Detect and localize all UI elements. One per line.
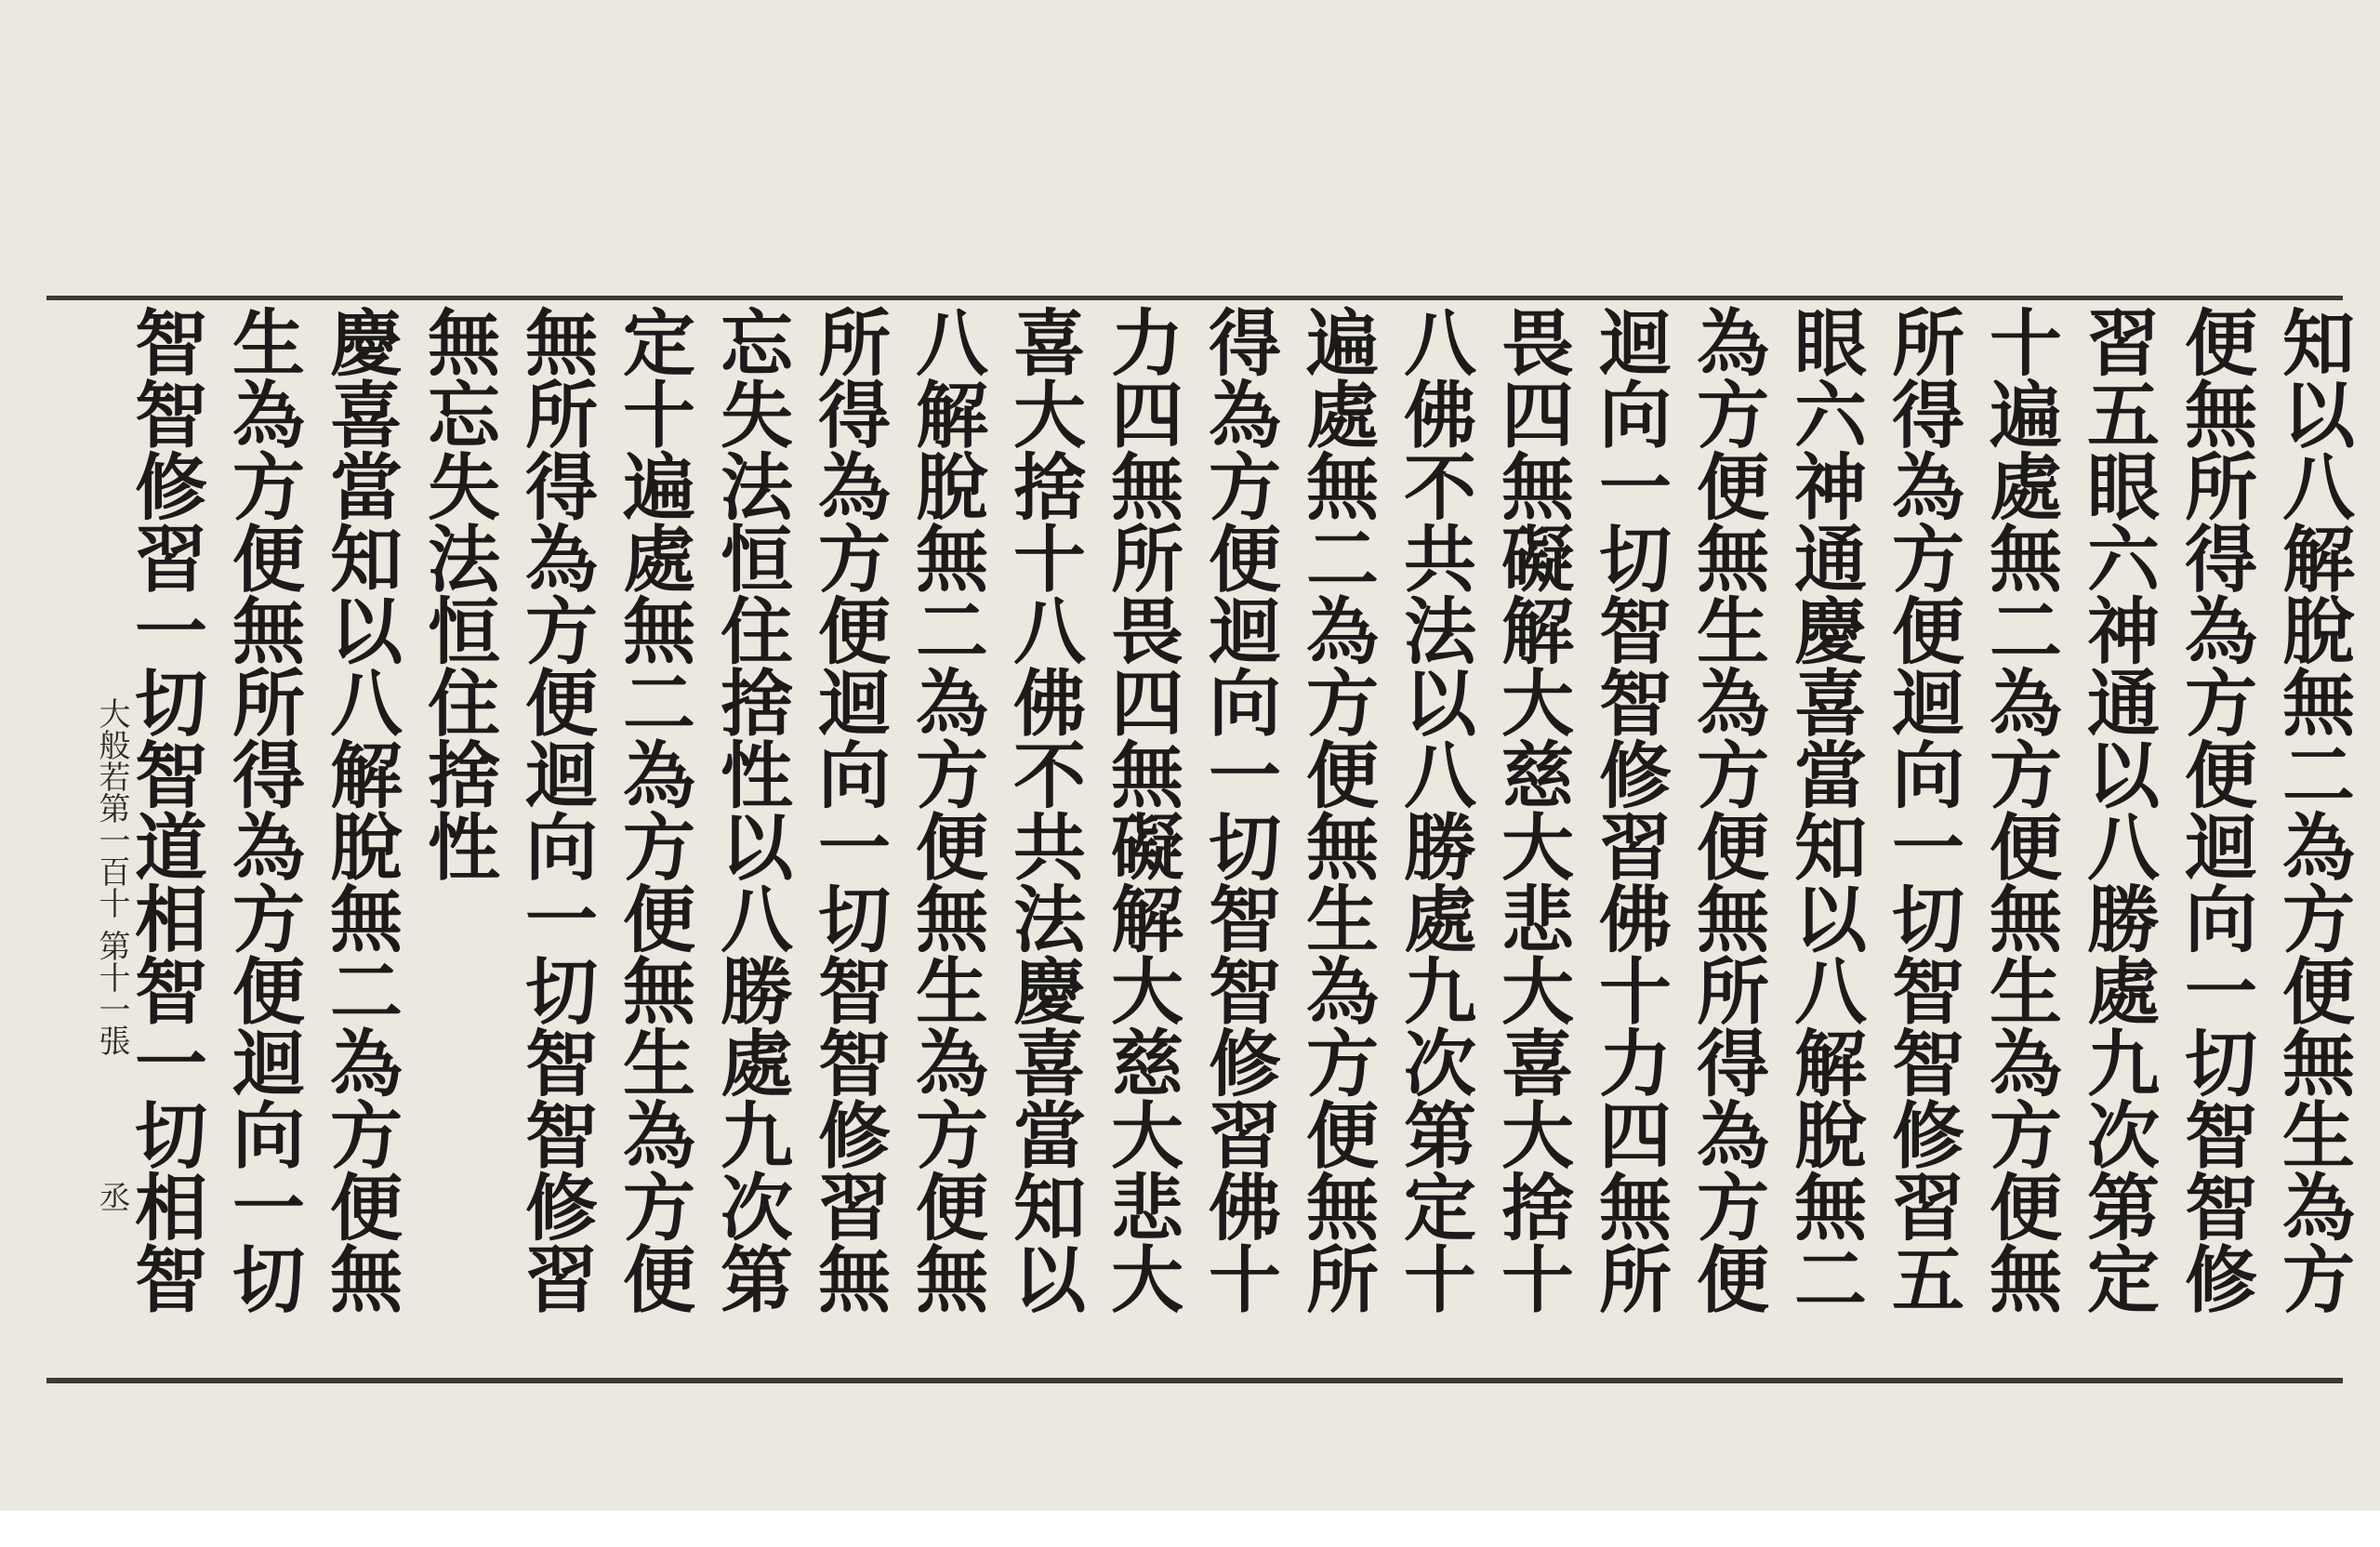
margin-sheet-number: 第十一張 — [93, 930, 130, 1056]
text-column: 眼六神通慶喜當知以八解脫無二 — [1782, 305, 1867, 1314]
text-column: 十遍處無二為方便無生為方便無 — [1977, 305, 2062, 1314]
text-column: 遍處無二為方便無生為方便無所 — [1294, 305, 1379, 1314]
text-column: 無忘失法恒住捨性 — [416, 305, 500, 881]
text-column: 忘失法恒住捨性以八勝處九次第 — [708, 305, 793, 1314]
text-column: 知以八解脫無二為方便無生為方 — [2270, 305, 2355, 1314]
text-column: 所得為方便迴向一切智智修習五 — [1880, 305, 1964, 1314]
text-column: 定十遍處無二為方便無生為方便 — [611, 305, 695, 1314]
text-column: 畏四無礙解大慈大悲大喜大捨十 — [1489, 305, 1574, 1314]
text-column: 所得為方便迴向一切智智修習無 — [806, 305, 891, 1314]
text-column: 八佛不共法以八勝處九次第定十 — [1392, 305, 1476, 1314]
text-column: 迴向一切智智修習佛十力四無所 — [1587, 305, 1672, 1314]
text-column: 喜大捨十八佛不共法慶喜當知以 — [1001, 305, 1086, 1314]
text-column: 智智修習一切智道相智一切相智 — [123, 305, 207, 1314]
bottom-border-line — [46, 1378, 2343, 1383]
text-column: 為方便無生為方便無所得為方便 — [1685, 305, 1769, 1314]
top-border-line — [46, 296, 2343, 300]
text-column: 習五眼六神通以八勝處九次第定 — [2075, 305, 2160, 1314]
margin-title: 大般若第一百十 — [93, 697, 130, 919]
text-column: 慶喜當知以八解脫無二為方便無 — [318, 305, 403, 1314]
text-columns — [112, 305, 2361, 1365]
text-column: 得為方便迴向一切智智修習佛十 — [1197, 305, 1281, 1314]
text-column: 生為方便無所得為方便迴向一切 — [220, 305, 305, 1314]
text-column: 便無所得為方便迴向一切智智修 — [2173, 305, 2257, 1314]
text-column: 八解脫無二為方便無生為方便無 — [904, 305, 988, 1314]
margin-carver-mark: 丞 — [93, 1181, 130, 1212]
text-column: 無所得為方便迴向一切智智修習 — [513, 305, 598, 1314]
text-column: 力四無所畏四無礙解大慈大悲大 — [1099, 305, 1183, 1314]
